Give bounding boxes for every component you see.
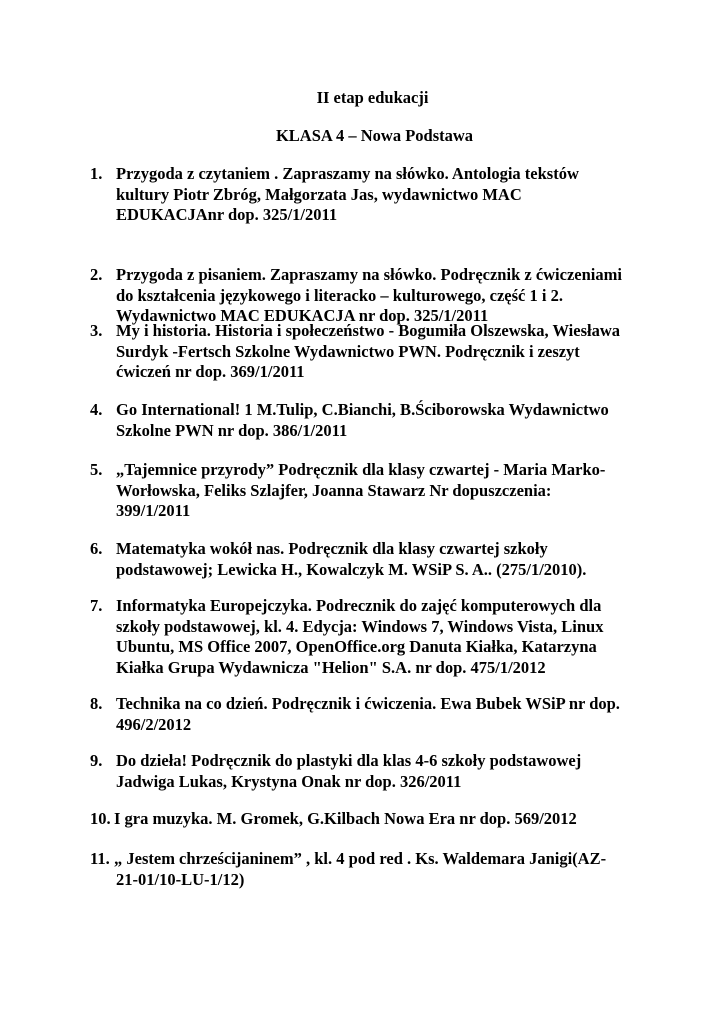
item-line: „ Jestem chrześcijaninem” , kl. 4 pod red . Ks. Waldemara Janigi(AZ-	[114, 849, 607, 868]
item-number: 2.	[90, 265, 103, 284]
item-number: 3.	[90, 321, 103, 340]
item-line: Kiałka Grupa Wydawnicza "Helion" S.A. nr dop. 475/1/2012	[116, 657, 546, 677]
item-line: Informatyka Europejczyka. Podrecznik do zajęć komputerowych dla	[116, 596, 602, 615]
item-text	[116, 539, 656, 580]
item-number: 7.	[90, 596, 103, 615]
item-number: 6.	[90, 539, 103, 558]
item-text	[114, 809, 654, 830]
item-line: ćwiczeń nr dop. 369/1/2011	[116, 362, 305, 381]
item-line: 399/1/2011	[116, 501, 191, 520]
item-text	[116, 400, 656, 441]
item-line: 496/2/2012	[116, 714, 192, 734]
item-number: 8.	[90, 694, 103, 713]
item-number: 5.	[90, 460, 103, 479]
item-line: Ubuntu, MS Office 2007, OpenOffice.org Danuta Kiałka, Katarzyna	[116, 637, 597, 656]
item-text	[116, 751, 656, 792]
class-title-heading: KLASA 4 – Nowa Podstawa	[275, 126, 474, 145]
item-text	[116, 265, 656, 327]
item-line: Go International! 1 M.Tulip, C.Bianchi, B.Ściborowska Wydawnictwo	[116, 400, 609, 419]
item-line: Worłowska, Feliks Szlajfer, Joanna Stawarz Nr dopuszczenia:	[116, 480, 552, 500]
item-number: 10.	[90, 809, 111, 828]
item-line: My i historia. Historia i społeczeństwo - Bogumiła Olszewska, Wiesława	[116, 321, 620, 340]
item-line: Przygoda z czytaniem . Zapraszamy na słówko. Antologia tekstów	[116, 164, 579, 183]
item-line: Szkolne PWN nr dop. 386/1/2011	[116, 420, 348, 440]
item-line: Technika na co dzień. Podręcznik i ćwiczenia. Ewa Bubek WSiP nr dop.	[116, 694, 620, 713]
item-line: Jadwiga Lukas, Krystyna Onak nr dop. 326/2011	[116, 771, 462, 791]
item-text	[114, 849, 654, 890]
item-text	[116, 164, 656, 226]
item-number: 4.	[90, 400, 103, 419]
item-number: 9.	[90, 751, 103, 770]
item-line: Przygoda z pisaniem. Zapraszamy na słówko. Podręcznik z ćwiczeniami	[116, 265, 622, 284]
item-line: Wydawnictwo MAC EDUKACJA nr dop. 325/1/2011	[116, 306, 489, 325]
item-line: Do dzieła! Podręcznik do plastyki dla klas 4-6 szkoły podstawowej	[116, 751, 582, 770]
item-text	[116, 321, 656, 383]
item-line: „Tajemnice przyrody” Podręcznik dla klasy czwartej - Maria Marko-	[116, 460, 606, 479]
item-line: kultury Piotr Zbróg, Małgorzata Jas, wydawnictwo MAC	[116, 184, 522, 204]
item-text	[116, 596, 656, 678]
item-number: 11.	[90, 849, 110, 868]
item-line: EDUKACJAnr dop. 325/1/2011	[116, 205, 338, 224]
item-line: Matematyka wokół nas. Podręcznik dla klasy czwartej szkoły	[116, 539, 548, 558]
item-line: szkoły podstawowej, kl. 4. Edycja: Windows 7, Windows Vista, Linux	[116, 616, 604, 636]
item-line: podstawowej; Lewicka H., Kowalczyk M. WSiP S. A.. (275/1/2010).	[116, 559, 587, 579]
item-line: 21-01/10-LU-1/12)	[116, 869, 245, 889]
item-line: Surdyk -Fertsch Szkolne Wydawnictwo PWN. Podręcznik i zeszyt	[116, 341, 580, 361]
item-text	[116, 460, 656, 522]
item-line: do kształcenia językowego i literacko – kulturowego, część 1 i 2.	[116, 285, 563, 305]
item-number: 1.	[90, 164, 103, 183]
item-text	[116, 694, 656, 735]
item-line: I gra muzyka. M. Gromek, G.Kilbach Nowa Era nr dop. 569/2012	[114, 809, 577, 828]
education-stage-heading: II etap edukacji	[316, 88, 429, 107]
